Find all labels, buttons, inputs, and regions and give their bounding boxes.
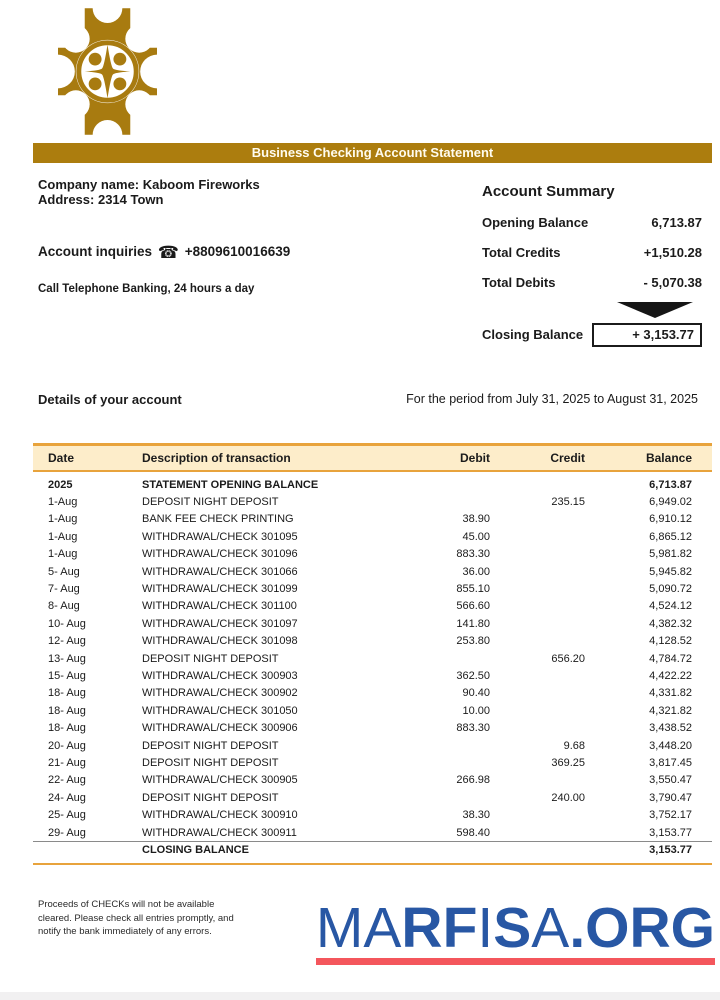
marfisa-logo-text: MARFISA.ORG: [315, 896, 715, 960]
closing-balance-label: Closing Balance: [482, 327, 584, 342]
closing-balance-row: [482, 323, 702, 347]
details-period-row: [38, 392, 698, 407]
telephone-icon: ☎: [157, 243, 179, 263]
arrow-down-icon: [617, 302, 693, 318]
statement-period: For the period from July 31, 2025 to August 31, 2025: [406, 392, 698, 406]
table-row: CLOSING BALANCE 3,153.77: [33, 841, 712, 858]
table-row: 18- Aug WITHDRAWAL/CHECK 300902 90.40 4,331.82: [48, 687, 692, 700]
closing-balance-value: + 3,153.77: [592, 323, 702, 347]
details-heading: Details of your account: [38, 392, 182, 407]
column-header-credit: Credit: [550, 451, 585, 465]
telephone-banking-line: Call Telephone Banking, 24 hours a day: [38, 283, 255, 295]
table-body: [33, 472, 712, 859]
company-info: [38, 177, 260, 207]
table-row: 1-Aug WITHDRAWAL/CHECK 301095 45.00 6,865.12: [48, 530, 692, 543]
table-row: 7- Aug WITHDRAWAL/CHECK 301099 855.10 5,090.72: [48, 583, 692, 596]
table-row: 22- Aug WITHDRAWAL/CHECK 300905 266.98 3,550.47: [48, 774, 692, 787]
table-row: 8- Aug WITHDRAWAL/CHECK 301100 566.60 4,524.12: [48, 600, 692, 613]
table-row: 13- Aug DEPOSIT NIGHT DEPOSIT 656.20 4,784.72: [48, 652, 692, 665]
column-header-debit: Debit: [460, 451, 490, 465]
inquiries-phone-number: +8809610016639: [184, 244, 291, 259]
column-header-date: Date: [48, 451, 75, 465]
table-row: 2025 STATEMENT OPENING BALANCE 6,713.87: [48, 478, 692, 491]
table-row: 1-Aug DEPOSIT NIGHT DEPOSIT 235.15 6,949.02: [48, 496, 692, 509]
table-row: 10- Aug WITHDRAWAL/CHECK 301097 141.80 4,382.32: [48, 617, 692, 630]
table-row: 25- Aug WITHDRAWAL/CHECK 300910 38.30 3,752.17: [48, 809, 692, 822]
table-row: 21- Aug DEPOSIT NIGHT DEPOSIT 369.25 3,817.45: [48, 756, 692, 769]
table-row: 12- Aug WITHDRAWAL/CHECK 301098 253.80 4,128.52: [48, 635, 692, 648]
account-summary-heading: Account Summary: [482, 183, 615, 200]
account-inquiries-label: Account inquiries: [38, 244, 153, 259]
column-header-description: Description of transaction: [142, 451, 291, 465]
bottom-gray-strip: [0, 992, 720, 1000]
summary-row: Total Debits - 5,070.38: [482, 275, 702, 290]
table-row: 20- Aug DEPOSIT NIGHT DEPOSIT 9.68 3,448.20: [48, 739, 692, 752]
summary-row: Total Credits +1,510.28: [482, 245, 702, 260]
company-name-line: Company name: Kaboom Fireworks: [38, 177, 260, 192]
column-header-balance: Balance: [645, 451, 692, 465]
transactions-table: [33, 443, 712, 865]
summary-row: Opening Balance 6,713.87: [482, 215, 702, 230]
statement-title-bar: Business Checking Account Statement: [33, 143, 712, 163]
table-row: 1-Aug BANK FEE CHECK PRINTING 38.90 6,910.12: [48, 513, 692, 526]
table-row: 1-Aug WITHDRAWAL/CHECK 301096 883.30 5,981.82: [48, 548, 692, 561]
account-inquiries-line: [38, 243, 290, 263]
table-row: 29- Aug WITHDRAWAL/CHECK 300911 598.40 3,153.77: [48, 826, 692, 839]
table-row: 24- Aug DEPOSIT NIGHT DEPOSIT 240.00 3,790.47: [48, 791, 692, 804]
table-header-row: [33, 443, 712, 472]
table-row: 5- Aug WITHDRAWAL/CHECK 301066 36.00 5,945.82: [48, 565, 692, 578]
account-summary-rows: [482, 215, 702, 305]
table-row: 18- Aug WITHDRAWAL/CHECK 301050 10.00 4,321.82: [48, 704, 692, 717]
table-row: 18- Aug WITHDRAWAL/CHECK 300906 883.30 3,438.52: [48, 722, 692, 735]
company-address-line: Address: 2314 Town: [38, 192, 164, 207]
footer-notice: Proceeds of CHECKs will not be available cleared. Please check all entries promptly, and notify the bank immediately of any errors.: [38, 899, 234, 937]
table-row: 15- Aug WITHDRAWAL/CHECK 300903 362.50 4,422.22: [48, 669, 692, 682]
marfisa-logo: [315, 896, 715, 965]
bank-logo-icon: [58, 8, 157, 135]
